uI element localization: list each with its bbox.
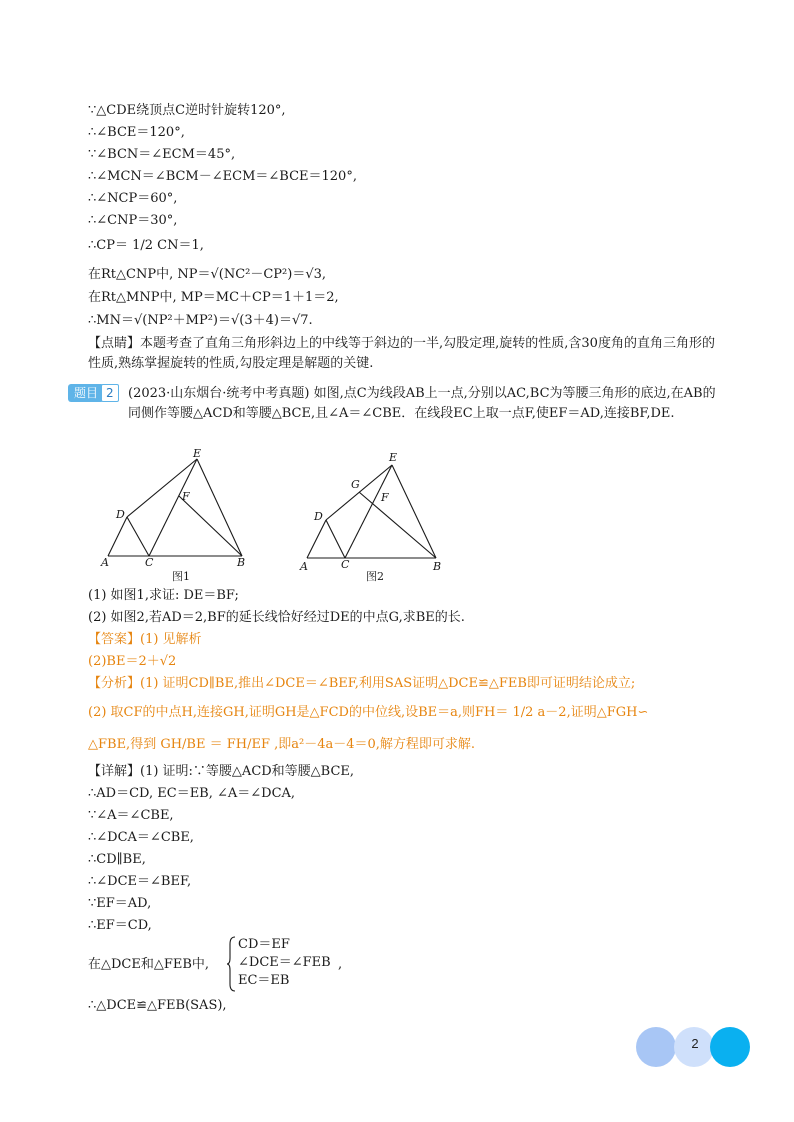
brace-icon [226, 936, 236, 992]
solution-line: 在Rt△CNP中, NP＝√(NC²－CP²)＝√3, [88, 267, 327, 282]
fig1-segment-EB [197, 459, 242, 556]
fig1-segment-DC [127, 517, 149, 556]
page-number: 2 [691, 1036, 699, 1051]
solution-line: ∴∠CNP＝30°, [88, 213, 178, 228]
final-line: ∴△DCE≌△FEB(SAS), [88, 998, 227, 1013]
fig1-segment-DE [127, 459, 197, 517]
page-circle-left [636, 1027, 676, 1067]
solution-line: ∴CP＝ 1/2 CN＝1, [88, 238, 204, 253]
fig1-label-C: C [145, 556, 154, 569]
system-suffix: , [338, 957, 343, 972]
answer-line-2: (2)BE＝2＋√2 [88, 654, 177, 669]
question-2: (2) 如图2,若AD＝2,BF的延长线恰好经过DE的中点G,求BE的长. [88, 610, 465, 625]
solution-line: ∴∠BCE＝120°, [88, 125, 185, 140]
analysis-line-1: 【分析】(1) 证明CD∥BE,推出∠DCE＝∠BEF,利用SAS证明△DCE≌△FEB即可证明结论成立; [88, 676, 636, 691]
system-rows [238, 936, 331, 990]
question-1: (1) 如图1,求证: DE＝BF; [88, 588, 239, 603]
problem-text: (2023·山东烟台·统考中考真题) 如图,点C为线段AB上一点,分别以AC,BC为等腰三角形的底边,在AB的同侧作等腰△ACD和等腰△BCE,且∠A＝∠CBE．在线段EC上取一点F,使EF＝AD,连接BF,DE. [128, 386, 716, 421]
analysis-line-2: (2) 取CF的中点H,连接GH,证明GH是△FCD的中位线,设BE＝a,则FH＝ 1/2 a－2,证明△FGH∽ [88, 705, 649, 720]
fig2-label-B: B [433, 560, 442, 573]
fig2-caption: 图2 [366, 570, 384, 583]
detail-line: 【详解】(1) 证明:∵等腰△ACD和等腰△BCE, [88, 764, 355, 779]
problem-header [68, 384, 125, 404]
fig1-caption: 图1 [172, 570, 190, 583]
detail-line: ∴AD＝CD, EC＝EB, ∠A＝∠DCA, [88, 786, 296, 801]
fig1-label-B: B [237, 556, 246, 569]
solution-line: ∴∠NCP＝60°, [88, 191, 178, 206]
system-row: CD＝EF [238, 937, 290, 952]
fig2-label-G: G [351, 478, 360, 491]
detail-line: ∵∠A＝∠CBE, [88, 808, 174, 823]
detail-line: ∵EF＝AD, [88, 896, 152, 911]
fig1-segment-FB [179, 496, 242, 556]
fig2-segment-DC [326, 520, 345, 558]
solution-line: ∵∠BCN＝∠ECM＝45°, [88, 147, 236, 162]
fig2-label-D: D [314, 510, 323, 523]
fig1-label-E: E [193, 447, 202, 460]
fig2-segment-GB [359, 492, 436, 558]
solution-line: ∵△CDE绕顶点C逆时针旋转120°, [88, 103, 286, 118]
system-row: ∠DCE＝∠FEB [238, 955, 331, 970]
fig1-label-D: D [116, 508, 125, 521]
fig2-label-C: C [341, 558, 350, 571]
fig1-label-A: A [101, 556, 109, 569]
fig2-label-F: F [381, 491, 389, 504]
solution-line: ∴MN＝√(NP²＋MP²)＝√(3＋4)＝√7. [88, 313, 313, 328]
answer-line-1: 【答案】(1) 见解析 [88, 632, 202, 647]
solution-line: 在Rt△MNP中, MP＝MC＋CP＝1＋1＝2, [88, 290, 339, 305]
detail-line: ∴EF＝CD, [88, 918, 152, 933]
detail-line: ∴∠DCE＝∠BEF, [88, 874, 192, 889]
fig1-segment-AD [108, 517, 127, 556]
fig2-label-E: E [389, 451, 398, 464]
problem-number: 2 [101, 384, 119, 402]
system-prefix: 在△DCE和△FEB中, [88, 957, 210, 972]
fig2-segment-AD [307, 520, 326, 558]
fig2-segment-EB [392, 465, 436, 558]
detail-line: ∴∠DCA＝∠CBE, [88, 830, 194, 845]
analysis-line-3: △FBE,得到 GH/BE ＝ FH/EF ,即a²－4a－4＝0,解方程即可求解. [88, 737, 476, 752]
page-circle-right [710, 1027, 750, 1067]
problem-badge: 题目 [68, 384, 104, 402]
fig2-label-A: A [300, 560, 308, 573]
fig1-label-F: F [182, 490, 190, 503]
system-row: EC＝EB [238, 973, 290, 988]
comment-text: 【点睛】本题考查了直角三角形斜边上的中线等于斜边的一半,勾股定理,旋转的性质,含30度角的直角三角形的性质,熟练掌握旋转的性质,勾股定理是解题的关键. [88, 336, 715, 371]
detail-line: ∴CD∥BE, [88, 852, 146, 867]
solution-line: ∴∠MCN＝∠BCM－∠ECM＝∠BCE＝120°, [88, 169, 357, 184]
fig1-segment-CE [149, 459, 197, 556]
